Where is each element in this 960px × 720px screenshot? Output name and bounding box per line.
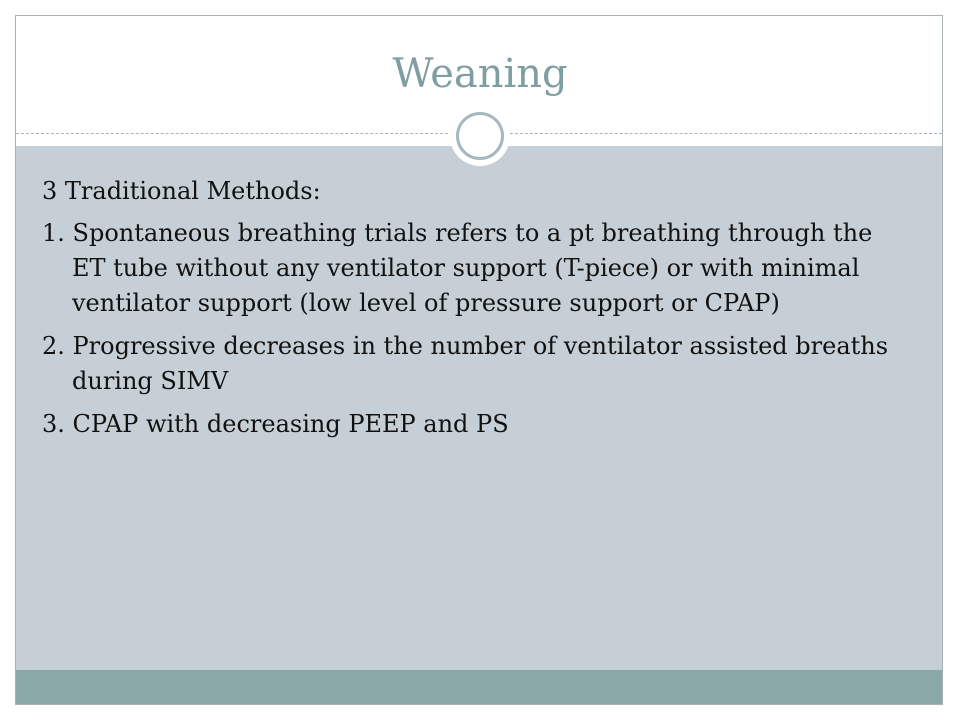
- circle-ornament-icon: [450, 106, 510, 166]
- footer-band: [16, 670, 942, 704]
- list-item-3: 3. CPAP with decreasing PEEP and PS: [42, 410, 509, 438]
- list-item-2: 2. Progressive decreases in the number of ventilator assisted breaths during SIMV: [42, 332, 889, 395]
- body-heading: 3 Traditional Methods:: [42, 177, 321, 205]
- list-item-1: 1. Spontaneous breathing trials refers to a pt breathing through the ET tube without any ventilator support (T-piece) or with minimal ventilator support (low level of pressure support or CPAP): [42, 219, 873, 317]
- slide-body: [42, 172, 902, 450]
- slide-title: Weaning: [392, 51, 568, 97]
- circle-ornament-inner: [456, 112, 504, 160]
